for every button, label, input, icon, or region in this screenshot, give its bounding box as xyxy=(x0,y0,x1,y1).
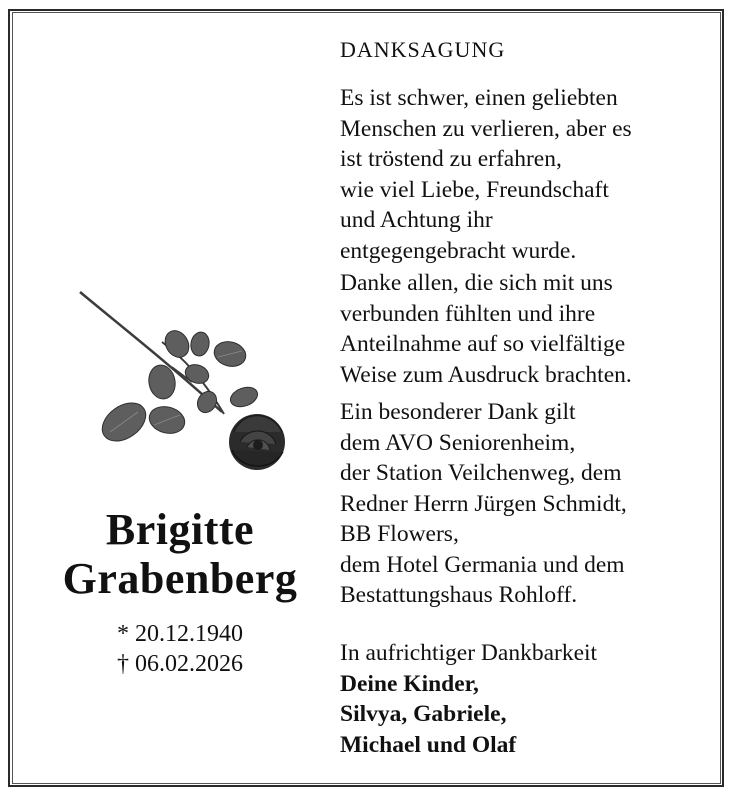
text-line: dem Hotel Germania und dem xyxy=(340,551,625,578)
death-date: † 06.02.2026 xyxy=(117,651,243,677)
text-line: Bestattungshaus Rohloff. xyxy=(340,582,578,608)
text-line: Danke allen, die sich mit uns xyxy=(340,270,613,296)
text-line: entgegengebracht wurde. xyxy=(340,237,577,264)
text-line: Anteilnahme auf so vielfältige xyxy=(340,331,626,357)
paragraph-thanks-all xyxy=(340,268,715,390)
text-line: ist tröstend zu erfahren, xyxy=(340,146,562,172)
text-line: wie viel Liebe, Freundschaft xyxy=(340,176,609,203)
signatory-line: Deine Kinder, xyxy=(340,670,479,697)
closing-block xyxy=(340,638,715,760)
text-line: der Station Veilchenweg, dem xyxy=(340,460,622,486)
text-line: Redner Herrn Jürgen Schmidt, xyxy=(340,490,627,517)
paragraph-special-thanks xyxy=(340,397,715,611)
signatory-line: Michael und Olaf xyxy=(340,731,517,758)
paragraph-grief xyxy=(340,83,715,266)
text-line: Weise zum Ausdruck brachten. xyxy=(340,361,632,388)
text-line: Menschen zu verlieren, aber es xyxy=(340,115,632,142)
text-line: und Achtung ihr xyxy=(340,207,493,233)
closing-line: In aufrichtiger Dankbarkeit xyxy=(340,640,598,666)
deceased-first-name: Brigitte xyxy=(105,505,255,554)
text-line: Es ist schwer, einen geliebten xyxy=(340,85,618,111)
deceased-last-name: Grabenberg xyxy=(62,554,298,603)
signatory-line: Silvya, Gabriele, xyxy=(340,701,507,727)
rose-icon xyxy=(72,282,302,482)
text-line: verbunden fühlten und ihre xyxy=(340,300,596,327)
text-line: Ein besonderer Dank gilt xyxy=(340,399,576,425)
text-line: BB Flowers, xyxy=(340,521,459,547)
notice-heading: DANKSAGUNG xyxy=(340,37,506,62)
birth-date: * 20.12.1940 xyxy=(117,621,243,647)
text-line: dem AVO Seniorenheim, xyxy=(340,429,576,456)
